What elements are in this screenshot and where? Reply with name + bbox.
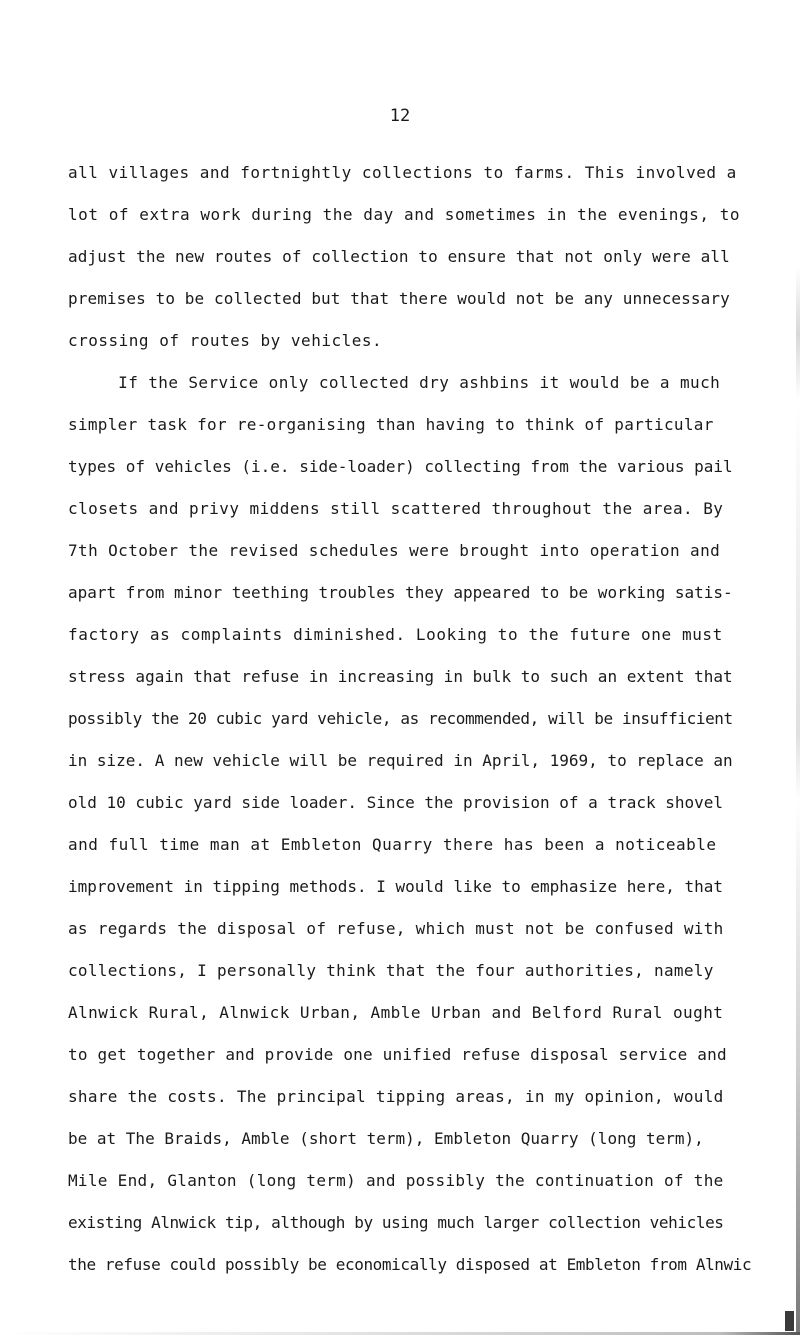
- text-line: existing Alnwick tip, although by using much larger collection vehicles: [68, 1213, 724, 1232]
- page-number: 12: [389, 106, 411, 126]
- text-line: If the Service only collected dry ashbins it would be a much: [68, 373, 721, 392]
- text-line: possibly the 20 cubic yard vehicle, as recommended, will be insufficient: [68, 709, 733, 728]
- text-line: to get together and provide one unified refuse disposal service and: [68, 1045, 727, 1064]
- text-line: the refuse could possibly be economically disposed at Embleton from Alnwic: [68, 1255, 752, 1274]
- text-line: collections, I personally think that the four authorities, namely: [68, 961, 714, 980]
- text-line: be at The Braids, Amble (short term), Embleton Quarry (long term),: [68, 1129, 704, 1148]
- text-line: premises to be collected but that there would not be any unnecessary: [68, 289, 730, 308]
- text-line: adjust the new routes of collection to ensure that not only were all: [68, 247, 730, 266]
- text-line: all villages and fortnightly collections to farms. This involved a: [68, 163, 737, 182]
- text-line: old 10 cubic yard side loader. Since the provision of a track shovel: [68, 793, 724, 812]
- text-line: improvement in tipping methods. I would like to emphasize here, that: [68, 877, 724, 896]
- scan-edge-shadow-right: [796, 0, 800, 1335]
- scan-corner-mark: [785, 1311, 794, 1331]
- text-line: and full time man at Embleton Quarry there has been a noticeable: [68, 835, 717, 854]
- text-line: simpler task for re-organising than having to think of particular: [68, 415, 714, 434]
- text-line: share the costs. The principal tipping areas, in my opinion, would: [68, 1087, 724, 1106]
- text-line: apart from minor teething troubles they appeared to be working satis-: [68, 583, 733, 602]
- text-line: Mile End, Glanton (long term) and possibly the continuation of the: [68, 1171, 724, 1190]
- text-line: 7th October the revised schedules were brought into operation and: [68, 541, 721, 560]
- text-line: factory as complaints diminished. Looking to the future one must: [68, 625, 723, 644]
- text-line: lot of extra work during the day and sometimes in the evenings, to: [68, 205, 741, 224]
- text-line: as regards the disposal of refuse, which must not be confused with: [68, 919, 724, 938]
- text-line: crossing of routes by vehicles.: [68, 331, 383, 350]
- text-line: types of vehicles (i.e. side-loader) collecting from the various pail: [68, 457, 733, 476]
- text-line: in size. A new vehicle will be required in April, 1969, to replace an: [68, 751, 733, 770]
- text-line: closets and privy middens still scattered throughout the area. By: [68, 499, 724, 518]
- text-line: stress again that refuse in increasing in bulk to such an extent that: [68, 667, 733, 686]
- text-line: Alnwick Rural, Alnwick Urban, Amble Urban and Belford Rural ought: [68, 1003, 724, 1022]
